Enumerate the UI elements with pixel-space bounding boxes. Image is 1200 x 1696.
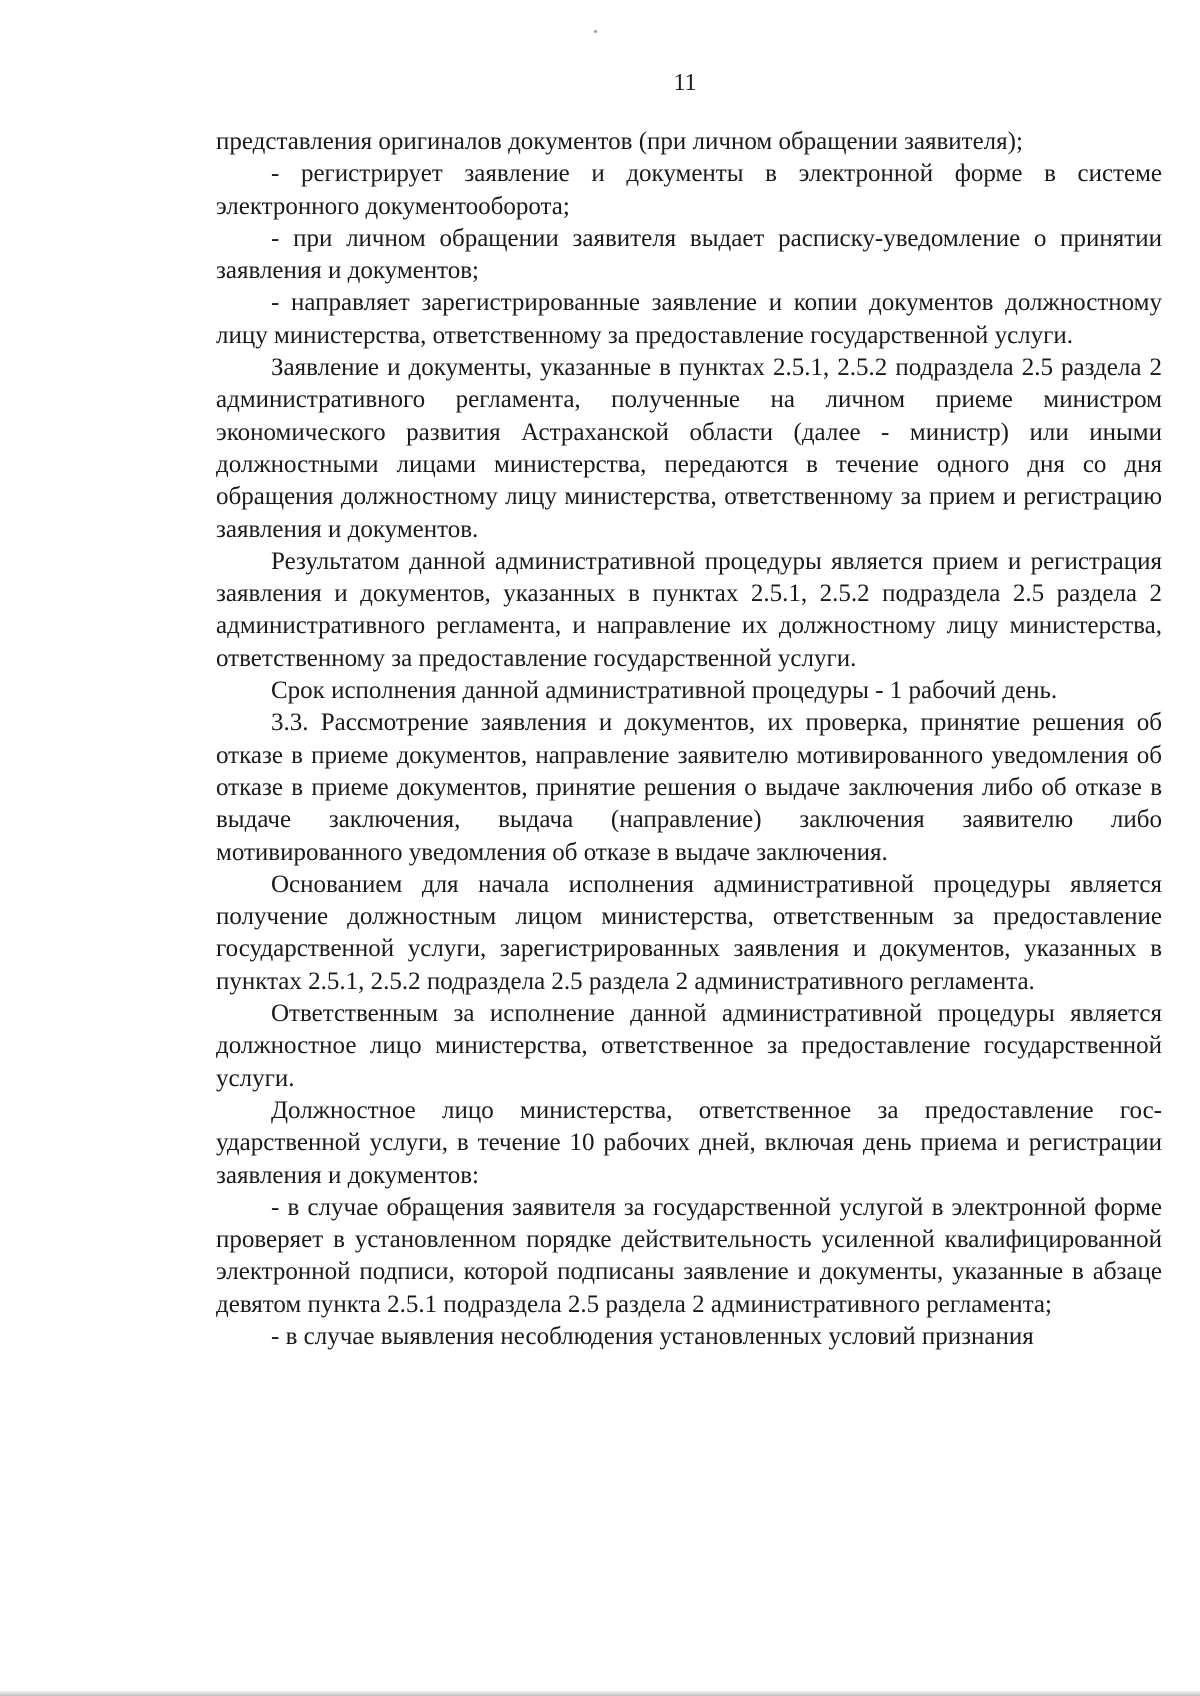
paragraph-5: Заявление и документы, указанные в пунктах 2.5.1, 2.5.2 подраздела 2.5 раздела 2 административного регламента, полученные на личном приеме министром экономического развития Астраханской области (далее - министр) или иными должностными лицами министерства, передаются в течение одного дня со дня обращения должностному лицу министерства, ответственному за прием и регистрацию заявления и документов. <box>216 354 1162 543</box>
paragraph-12: - в случае обращения заявителя за государственной услугой в электронной форме проверяет в установленном порядке действительность усиленной квалифицированной электронной подписи, которой подписаны заявление и документы, указанные в абзаце девятом пункта 2.5.1 подраздела 2.5 раздела 2 административного регламента; <box>216 1193 1162 1318</box>
paragraph-3: - при личном обращении заявителя выдает расписку-уведомление о принятии заявления и документов; <box>216 224 1162 285</box>
paragraph-10: Ответственным за исполнение данной административной процедуры является должностное лицо министерства, ответственное за предоставление государственной услуги. <box>216 1000 1162 1092</box>
paragraph-8: 3.3. Рассмотрение заявления и документов, их проверка, принятие решения об отказе в приеме документов, направление заявителю мотивированного уведомления об отказе в приеме документов, принятие решения о выдаче заключения либо об отказе в выдаче заключения, выдача (направление) заключения заявителю либо мотивированного уведомления об отказе в выдаче заключения. <box>216 709 1162 866</box>
scan-bottom-edge <box>0 1690 1200 1696</box>
paragraph-4: - направляет зарегистрированные заявление и копии документов должностному лицу министерства, ответственному за предоставление государственной услуги. <box>216 289 1162 349</box>
paragraph-7: Срок исполнения данной административной процедуры - 1 рабочий день. <box>271 677 1058 705</box>
page-number: 11 <box>673 70 697 96</box>
paragraph-6: Результатом данной административной процедуры является прием и регистрация заявления и документов, указанных в пунктах 2.5.1, 2.5.2 подраздела 2.5 раздела 2 административного регламента, и направление их должностному лицу министерства, ответственному за предоставление государственной услуги. <box>216 547 1162 672</box>
paragraph-1: представления оригиналов документов (при личном обращении заявителя); <box>216 128 1023 155</box>
paragraph-2: - регистрирует заявление и документы в электронной форме в системе электронного документооборота; <box>216 160 1162 220</box>
paragraph-9: Основанием для начала исполнения административной процедуры является получение должностным лицом министерства, ответственным за предоставление государственной услуги, зарегистрированных заявления и документов, указанных в пунктах 2.5.1, 2.5.2 подраздела 2.5 раздела 2 административного регламента. <box>216 870 1162 995</box>
document-body <box>216 126 1162 1353</box>
paragraph-11: Должностное лицо министерства, ответственное за предоставление государственной услуги, в течение 10 рабочих дней, включая день приема и регистрации заявления и документов: <box>216 1096 1162 1189</box>
scan-speck <box>594 30 597 33</box>
paragraph-13: - в случае выявления несоблюдения установленных условий признания <box>271 1322 1034 1350</box>
